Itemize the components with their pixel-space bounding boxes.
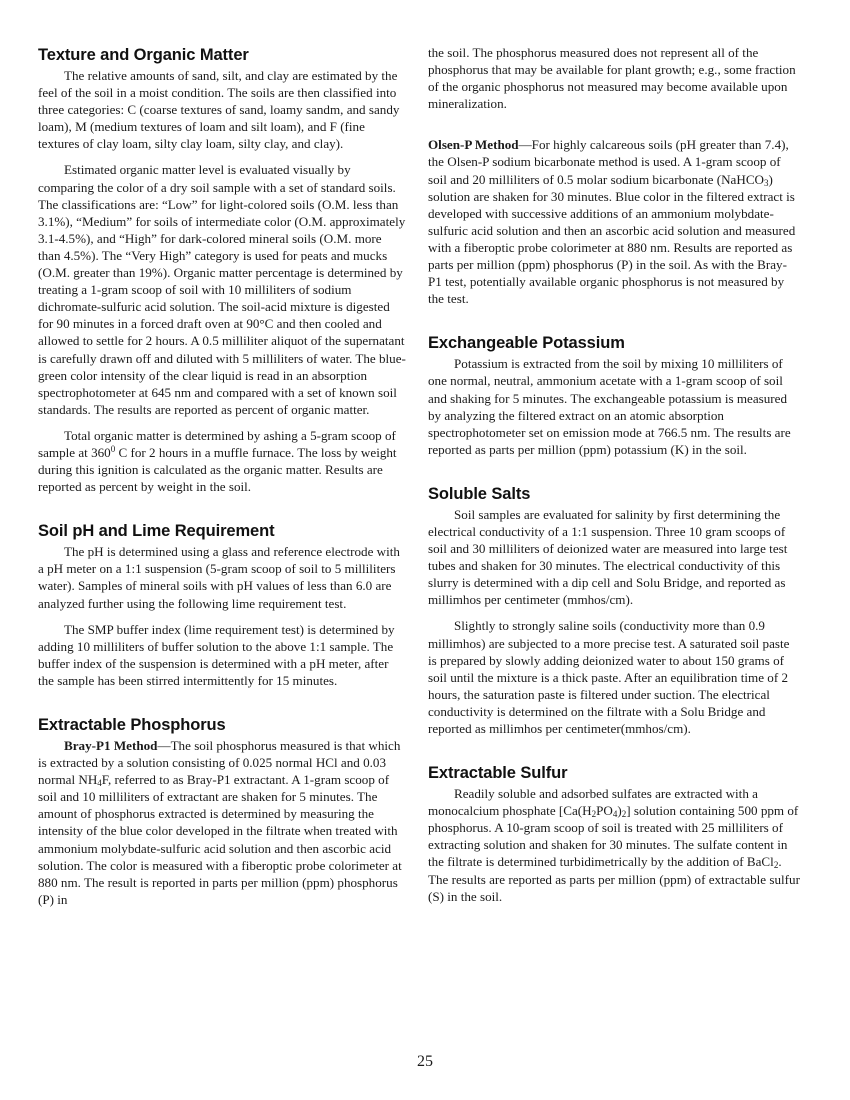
section-heading: Soil pH and Lime Requirement [38,522,275,541]
section-olsen-p [428,136,800,307]
paragraph: Bray-P1 Method—The soil phosphorus measured is that which is extracted by a solution consisting of 0.025 normal HCl and 0.03 normal $NH_4F$, referred to as Bray-P1 extractant. A 1-gram scoop of soil and 10 milliliters of extractant are shaken for 5 minutes. The amount of phosphorus extracted is determined by measuring the intensity of the blue color developed in the filtrate when treated with ammonium molybdate-sulfuric acid solution and then ascorbic acid solution. The color is measured with a fiberoptic probe colorimeter at 880 nm. The result is reported in parts per million (ppm) phosphorus (P) in [38,738,402,907]
paragraph: Potassium is extracted from the soil by mixing 10 milliliters of one normal, neutral, ammonium acetate with a 1-gram scoop of soil and shaking for 5 minutes. The exchangeable potassium is measured by analyzing the filtered extract on an atomic absorption spectrophotometer set on emission mode at 766.5 nm. The results are reported as parts per million (ppm) potassium (K) in the soil. [428,356,791,457]
paragraph: Olsen-P Method—For highly calcareous soils (pH greater than 7.4), the Olsen-P sodium bicarbonate method is used. A 1-gram scoop of soil and 20 milliliters of 0.5 molar sodium bicarbonate (NaHCO$_3$) solution are shaken for 30 minutes. Blue color in the filtered extract is developed with successive additions of an ammonium molybdate-sulfuric acid solution and then an ascorbic acid solution and measured with a fiberoptic probe colorimeter at 880 nm. Results are reported as parts per million (ppm) phosphorus (P) in the soil. As with the Bray-P1 test, potentially available organic phosphorus is not measured by the test. [428,137,796,307]
paragraph: the soil. The phosphorus measured does not represent all of the phosphorus that may be available for plant growth; e.g., some fraction of the organic phosphorus not measured may become available upon mineralization. [428,45,796,112]
method-label: Bray-P1 Method [64,738,158,753]
paragraph: The relative amounts of sand, silt, and clay are estimated by the feel of the soil in a moist condition. The soils are then classified into three categories: C (coarse textures of sand, loamy sandm, and sandy loam), M (medium textures of loam and silt loam), and F (fine textures of clay loam, silty clay loam, silty clay, and clay). [38,68,400,152]
paragraph: Total organic matter is determined by ashing a 5-gram scoop of sample at $360^0$ C for 2 hours in a muffle furnace. The loss by weight during this ignition is calculated as the organic matter. Results are reported as percent by weight in the soil. [38,427,397,495]
left-column [38,46,406,927]
paragraph: The SMP buffer index (lime requirement test) is determined by adding 10 milliliters of buffer solution to the above 1:1 sample. The buffer index of the suspension is determined with a pH meter, after the sample has been stirred intermittently for 15 minutes. [38,621,395,688]
section-heading: Soluble Salts [428,484,531,503]
section-exchangeable-potassium [428,334,800,458]
section-heading: Extractable Phosphorus [38,716,226,734]
section-heading: Texture and Organic Matter [38,46,249,64]
paragraph: Slightly to strongly saline soils (conductivity more than 0.9 millimhos) are subjected to a more precise test. A saturated soil paste is prepared by slowly adding deionized water to about 150 grams of soil until the mixture is a thick paste. After an equilibration time of 2 hours, the saturation paste is filtered under suction. The electrical conductivity is determined on the filtrate with a Solu Bridge and reported as millimhos per centimeter(mmhos/cm). [428,618,790,736]
section-phosphorus-continued [428,44,800,112]
method-label: Olsen-P Method [428,137,519,153]
section-soil-ph [38,522,406,689]
page-number: 25 [417,1053,433,1070]
right-column [428,44,800,924]
section-heading: Exchangeable Potassium [428,334,625,353]
paragraph: The pH is determined using a glass and reference electrode with a pH meter on a 1:1 suspension (5-gram scoop of soil to 5 milliliters water). Samples of mineral soils with pH values of less than 6.0 are analyzed further using the following lime requirement test. [38,544,400,611]
section-heading: Extractable Sulfur [428,764,568,783]
section-soluble-salts [428,485,800,737]
paragraph: Readily soluble and adsorbed sulfates are extracted with a monocalcium phosphate $[Ca(H_2PO_4)_2]$ solution containing 500 ppm of phosphorus. A 10-gram scoop of soil is treated with 25 milliliters of extracting solution and shaken for 30 minutes. The sulfate content in the filtrate is determined turbidimetrically by the addition of BaCl$_2$. The results are reported as parts per million (ppm) of extractable sulfur (S) in the soil. [428,786,800,904]
paragraph: Soil samples are evaluated for salinity by first determining the electrical conductivity of a 1:1 suspension. Three 10 gram scoops of soil and 30 milliliters of deionized water are measured into large test tubes and shaken for 30 minutes. The electrical conductivity of this slurry is determined with a dip cell and Solu Bridge, and reported as millimhos per centimeter (mmhos/cm). [428,506,788,608]
section-extractable-phosphorus [38,716,406,908]
section-texture-organic-matter [38,46,406,495]
paragraph: Estimated organic matter level is evaluated visually by comparing the color of a dry soil sample with a set of standard soils. The classifications are: “Low” for light-colored soils (O.M. less than 3.1%), “Medium” for soils of intermediate color (O.M. approximately 3.1-4.5%), and “High” for dark-colored mineral soils (O.M. more than 4.5%). The “Very High” category is used for peats and mucks (O.M. greater than 19%). Organic matter percentage is determined by treating a 1-gram scoop of soil with 10 milliliters of sodium dichromate-sulfuric acid solution. The soil-acid mixture is digested for 90 minutes in a forced draft oven at 90°C and then cooled and allowed to settle for 2 hours. A 0.5 milliliter aliquot of the supernatant is carefully drawn off and diluted with 5 milliliters of water. The blue-green color intensity of the clear liquid is read in an absorption spectrophotometer at 645 nm and compared with a set of known soil standards. The results are reported as percent of organic matter. [38,162,406,417]
section-extractable-sulfur [428,764,800,905]
